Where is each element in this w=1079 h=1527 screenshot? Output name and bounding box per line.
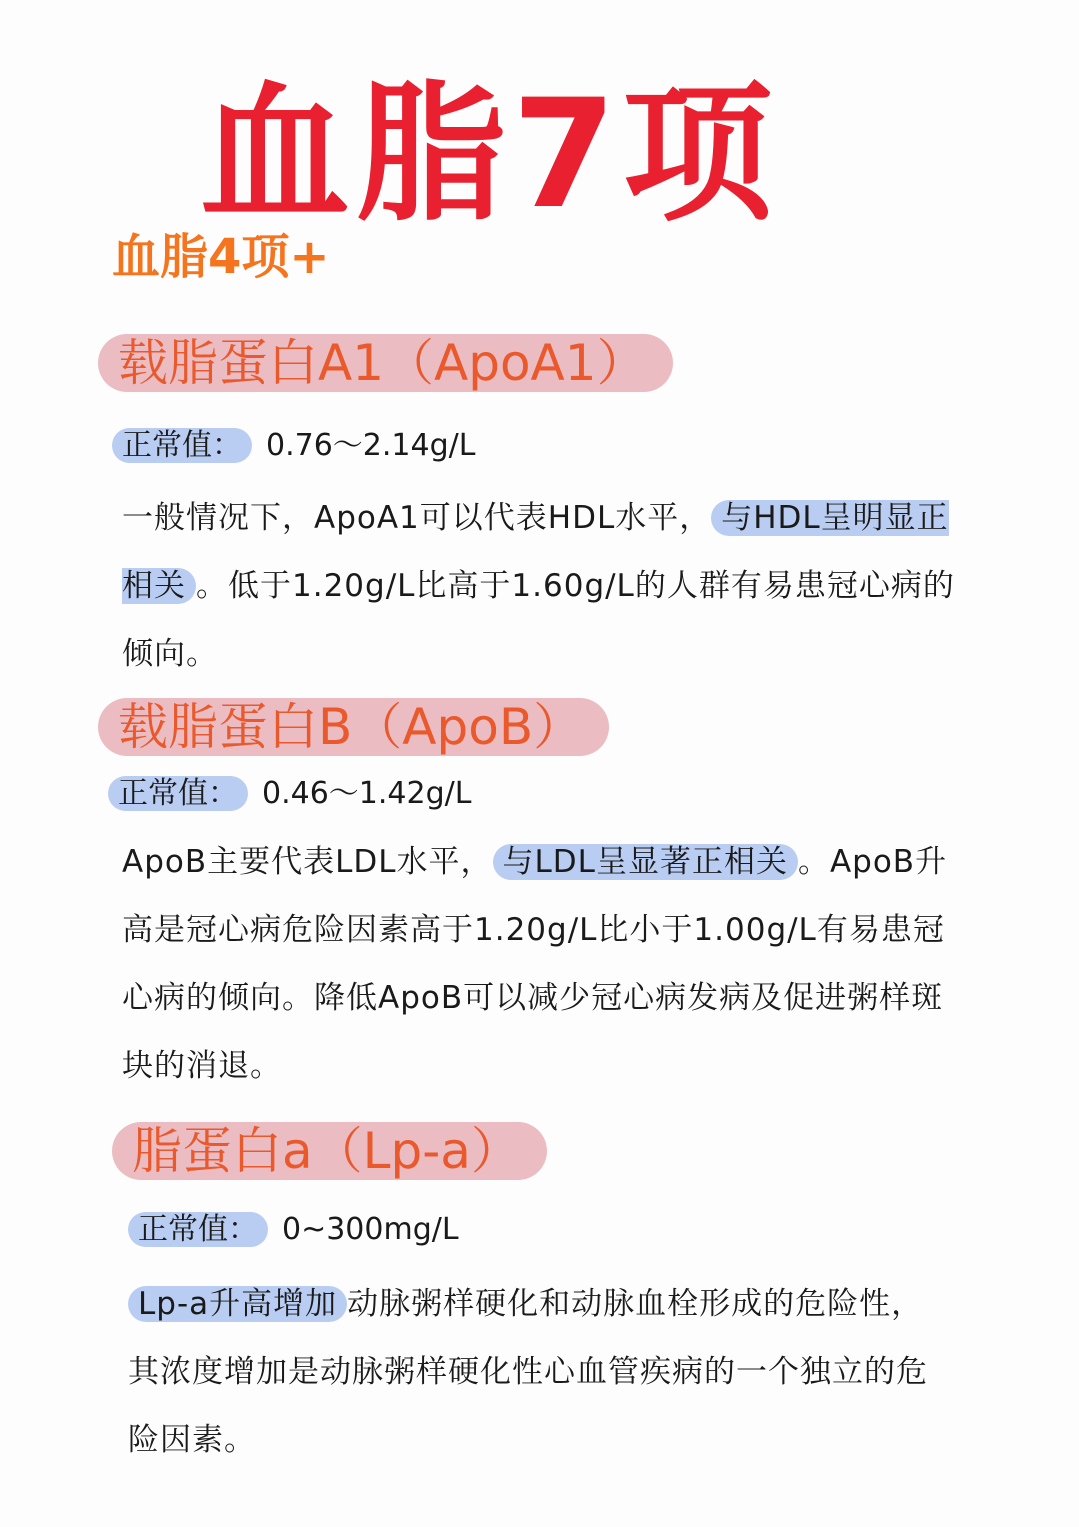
page-title: 血脂7项	[200, 68, 779, 242]
description-text: 。ApoB升高是冠心病危险因素高于1.20g/L比小于1.00g/L有易患冠心病的倾向。降低ApoB可以减少冠心病发病及促进粥样斑块的消退。	[122, 844, 948, 1084]
normal-range-apoa1	[112, 424, 475, 468]
description-highlight: Lp-a升高增加	[128, 1286, 347, 1322]
description-highlight: 与HDL呈明显正相关	[122, 500, 949, 604]
description-text: ApoB主要代表LDL水平，	[122, 844, 493, 880]
description-text: 动脉粥样硬化和动脉血栓形成的危险性，其浓度增加是动脉粥样硬化性心血管疾病的一个独立的危险因素。	[128, 1286, 928, 1458]
normal-range-apob	[108, 772, 471, 816]
normal-label: 正常值：	[128, 1212, 268, 1247]
description-text: 一般情况下，ApoA1可以代表HDL水平，	[122, 500, 712, 536]
description-text: 。低于1.20g/L比高于1.60g/L的人群有易患冠心病的倾向。	[122, 568, 955, 672]
section-heading-apoa1: 载脂蛋白A1（ApoA1）	[98, 334, 673, 392]
normal-label: 正常值：	[112, 428, 252, 463]
normal-value: 0.46～1.42g/L	[262, 776, 472, 811]
section-heading-lpa: 脂蛋白a（Lp-a）	[112, 1122, 547, 1180]
normal-range-lpa	[128, 1208, 459, 1252]
normal-value: 0~300mg/L	[282, 1212, 459, 1247]
page-subtitle: 血脂4项+	[112, 229, 330, 285]
section-description-apob	[122, 828, 962, 1100]
normal-label: 正常值：	[108, 776, 248, 811]
normal-value: 0.76～2.14g/L	[266, 428, 476, 463]
description-highlight: 与LDL呈显著正相关	[493, 844, 798, 880]
section-description-apoa1	[122, 484, 962, 688]
section-heading-apob: 载脂蛋白B（ApoB）	[98, 698, 609, 756]
section-description-lpa	[128, 1270, 928, 1474]
